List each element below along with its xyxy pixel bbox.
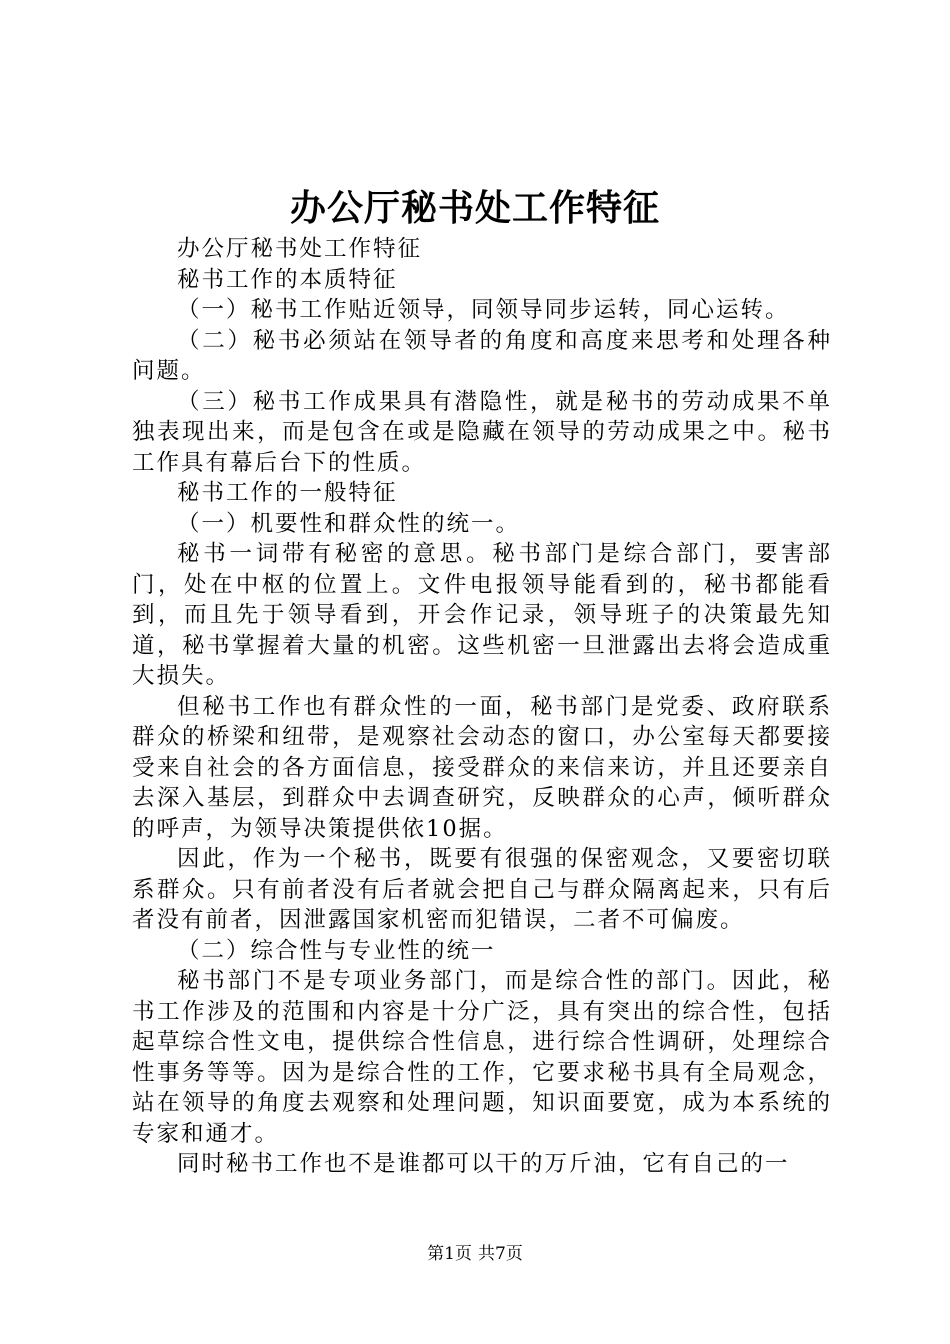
paragraph: 同时秘书工作也不是谁都可以干的万斤油，它有自己的一: [177, 1151, 790, 1177]
page-number: 第1页: [427, 1244, 472, 1264]
paragraph: （三）秘书工作成果具有潜隐性，就是秘书的劳动成果不单独表现出来，而是包含在或是隐藏在领导的劳动成果之中。秘书工作具有幕后台下的性质。: [132, 388, 832, 476]
page-total: 共7页: [478, 1244, 523, 1264]
paragraph: （一）秘书工作贴近领导，同领导同步运转，同心运转。: [177, 297, 790, 323]
paragraph: 办公厅秘书处工作特征: [177, 236, 423, 262]
paragraph: （二）秘书必须站在领导者的角度和高度来思考和处理各种问题。: [132, 327, 832, 384]
paragraph: 但秘书工作也有群众性的一面，秘书部门是党委、政府联系群众的桥梁和纽带，是观察社会动态的窗口，办公室每天都要接受来自社会的各方面信息，接受群众的来信来访，并且还要亲自去深入基层，到群众中去调查研究，反映群众的心声，倾听群众的呼声，为领导决策提供依10据。: [132, 693, 832, 842]
paragraph: 秘书工作的一般特征: [177, 480, 398, 506]
paragraph: 因此，作为一个秘书，既要有很强的保密观念，又要密切联系群众。只有前者没有后者就会把自己与群众隔离起来，只有后者没有前者，因泄露国家机密而犯错误，二者不可偏废。: [132, 846, 832, 933]
paragraph: （二）综合性与专业性的统一: [177, 937, 496, 964]
paragraph: 秘书一词带有秘密的意思。秘书部门是综合部门，要害部门，处在中枢的位置上。文件电报领导能看到的，秘书都能看到，而且先于领导看到，开会作记录，领导班子的决策最先知道，秘书掌握着大量的机密。这些机密一旦泄露出去将会造成重大损失。: [132, 541, 832, 689]
document-title: 办公厅秘书处工作特征: [289, 187, 660, 229]
document-body: [132, 234, 832, 1180]
paragraph: （一）机要性和群众性的统一。: [177, 510, 521, 537]
paragraph: 秘书工作的本质特征: [177, 266, 398, 293]
page-footer: [0, 1243, 950, 1265]
paragraph: 秘书部门不是专项业务部门，而是综合性的部门。因此，秘书工作涉及的范围和内容是十分广泛，具有突出的综合性，包括起草综合性文电，提供综合性信息，进行综合性调研，处理综合性事务等等。因为是综合性的工作，它要求秘书具有全局观念，站在领导的角度去观察和处理问题，知识面要宽，成为本系统的专家和通才。: [132, 968, 832, 1147]
